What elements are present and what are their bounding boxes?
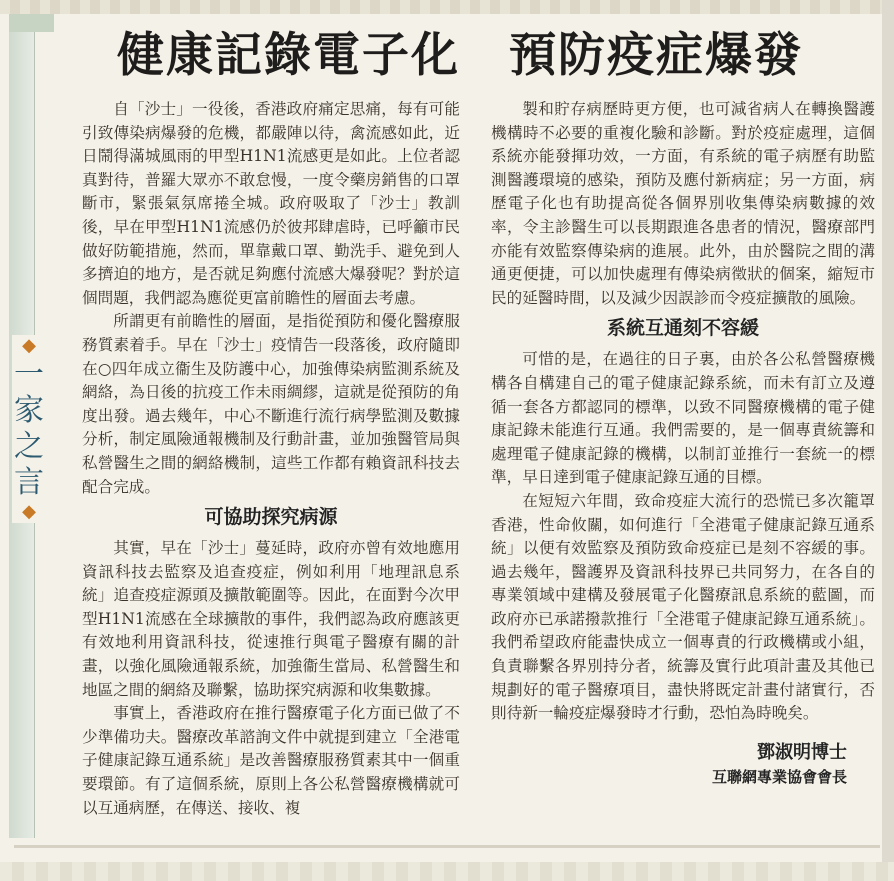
article-left-column bbox=[82, 98, 460, 820]
paragraph: 其實，早在「沙士」蔓延時，政府亦曾有效地應用資訊科技去監察及追查疫症，例如利用「地理訊息系統」追查疫症源頭及擴散範圍等。因此，在面對今次甲型H1N1流感在全球擴散的事件，我們認為政府應該更有效地利用資訊科技，從速推行與電子醫療有關的計畫，以強化風險通報系統，加強衞生當局、私營醫生和地區之間的網絡及聯繫，協助探究病源和收集數據。 bbox=[82, 539, 460, 699]
paragraph: 自「沙士」一役後，香港政府痛定思痛，每有可能引致傳染病爆發的危機，都嚴陣以待，禽流感如此，近日鬧得滿城風雨的甲型H1N1流感更是如此。上位者認真對待，普羅大眾亦不敢怠慢，一度令藥房銷售的口罩斷市，緊張氣氛席捲全城。政府吸取了「沙士」教訓後，早在甲型H1N1流感仍於彼邦肆虐時，已呼籲市民做好防範措施，然而，單靠戴口罩、勤洗手、避免到人多擠迫的地方，是否就足夠應付流感大爆發呢？對於這個問題，我們認為應從更富前瞻性的層面去考慮。 bbox=[82, 100, 460, 307]
paragraph: 在短短六年間，致命疫症大流行的恐慌已多次籠罩香港，性命攸關，如何進行「全港電子健康記錄互通系統」以便有效監察及預防致命疫症已是刻不容緩的事。過去幾年，醫護界及資訊科技界已共同努力，在各自的專業領域中建構及發展電子化醫療訊息系統的藍圖，而政府亦已承諾撥款推行「全港電子健康記錄互通系統」。我們希望政府能盡快成立一個專責的行政機構或小組，負責聯繫各界別持分者，統籌及實行此項計畫及其他已規劃好的電子醫療項目，盡快將既定計畫付諸實行，否則待新一輪疫症爆發時才行動，恐怕為時晚矣。 bbox=[491, 491, 875, 723]
bottom-border bbox=[0, 862, 894, 881]
bottom-rule bbox=[14, 845, 880, 848]
paragraph: 可惜的是，在過往的日子裏，由於各公私營醫療機構各自構建自己的電子健康記錄系統，而未有訂立及遵循一套各方都認同的標準，以致不同醫療機構的電子健康記錄未能進行互通。我們需要的，是一個專責統籌和處理電子健康記錄的機構，以制訂並推行一套統一的標準，早日達到電子健康記錄互通的目標。 bbox=[491, 350, 875, 487]
paragraph: 事實上，香港政府在推行醫療電子化方面已做了不少準備功夫。醫療改革諮詢文件中就提到建立「全港電子健康記錄互通系統」是改善醫療服務質素其中一個重要環節。有了這個系統，原則上各公私營醫療機構就可以互通病歷，在傳送、接收、複 bbox=[82, 704, 460, 817]
column-label-char: 之 bbox=[14, 429, 44, 464]
column-label bbox=[12, 335, 46, 523]
author-title: 互聯網專業協會會長 bbox=[711, 767, 847, 786]
diamond-icon: ◆ bbox=[22, 501, 36, 522]
author-name: 鄧淑明博士 bbox=[757, 741, 847, 763]
diamond-icon: ◆ bbox=[22, 335, 36, 356]
paragraph: 製和貯存病歷時更方便，也可減省病人在轉換醫護機構時不必要的重複化驗和診斷。對於疫症處理，這個系統亦能發揮功效，一方面，有系統的電子病歷有助監測醫護環境的感染，預防及應付新病症；另一方面，病歷電子化也有助提高從各個界別收集傳染病數據的效率，令主診醫生可以長期跟進各患者的情況，醫療部門亦能有效監察傳染病的進展。此外，由於醫院之間的溝通更便捷，可以加快處理有傳染病徵狀的個案，縮短市民的延醫時間，以及減少因誤診而令疫症擴散的風險。 bbox=[491, 100, 875, 307]
column-label-char: 言 bbox=[14, 465, 44, 500]
article-right-column bbox=[491, 98, 875, 788]
author-byline bbox=[491, 740, 875, 788]
column-label-char: 家 bbox=[14, 393, 44, 428]
right-edge bbox=[882, 0, 894, 881]
subheading: 系統互通刻不容緩 bbox=[606, 317, 759, 340]
headline: 健康記錄電子化 預防疫症爆發 bbox=[117, 28, 803, 83]
subheading: 可協助探究病源 bbox=[204, 506, 338, 529]
paragraph: 所謂更有前瞻性的層面，是指從預防和優化醫療服務質素着手。早在「沙士」疫情告一段落後，政府隨即在○四年成立衞生及防護中心，加強傳染病監測系統及網絡，為日後的抗疫工作未雨綢繆，這就是從預防的角度出發。過去幾年，中心不斷進行流行病學監測及數據分析，制定風險通報機制及行動計畫，並加強醫管局與私營醫生之間的網絡機制，這些工作都有賴資訊科技去配合完成。 bbox=[82, 312, 460, 496]
top-border bbox=[0, 0, 894, 14]
column-label-char: 一 bbox=[14, 357, 44, 392]
